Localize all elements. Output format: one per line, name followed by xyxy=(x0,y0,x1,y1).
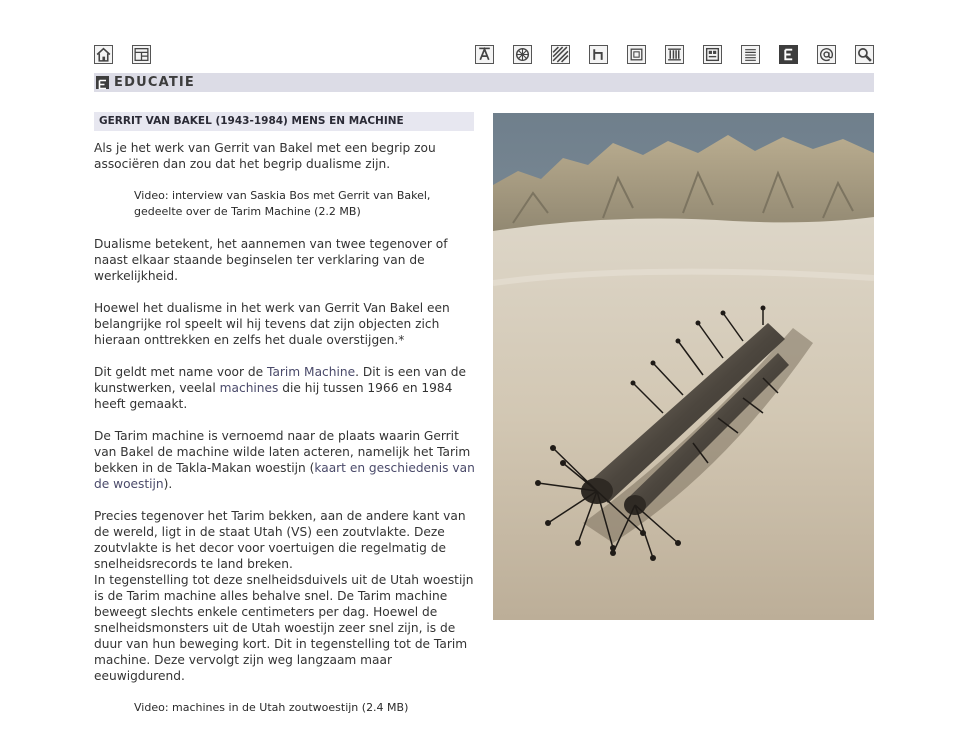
paragraph-tarim-machine xyxy=(94,364,476,412)
text: Dit geldt met name voor de xyxy=(94,365,268,379)
h-icon[interactable] xyxy=(589,45,608,64)
tarim-machine-link[interactable]: Tarim Machine xyxy=(267,365,356,379)
tarim-machine-photo xyxy=(493,113,874,620)
list-icon[interactable] xyxy=(741,45,760,64)
intro-paragraph: Als je het werk van Gerrit van Bakel met een begrip zou associëren dan zou dat het begrip dualisme zijn. xyxy=(94,141,436,171)
index-icon[interactable] xyxy=(627,45,646,64)
machines-link[interactable]: machines xyxy=(219,381,279,395)
text: die hij tussen 1966 en 1984 heeft gemaakt. xyxy=(94,381,453,411)
window-icon[interactable] xyxy=(703,45,722,64)
paragraph-utah xyxy=(94,508,476,684)
section-header-bar xyxy=(94,73,874,92)
sitemap-icon[interactable] xyxy=(132,45,151,64)
paragraph-dualisme-rol: Hoewel het dualisme in het werk van Gerrit Van Bakel een belangrijke rol speelt wil hij tevens dat zijn objecten zich hieraan onttrekken en zelfs het duale overstijgen.* xyxy=(94,301,450,347)
wheel-icon[interactable] xyxy=(513,45,532,64)
video-link-utah[interactable]: Video: machines in de Utah zoutwoestijn (2.4 MB) xyxy=(134,701,409,714)
text: Precies tegenover het Tarim bekken, aan de andere kant van de wereld, ligt in de staat Utah (VS) een zoutvlakte. Deze zoutvlakte is het decor voor voertuigen die regelmatig de snelheidsrecords te land breken. xyxy=(94,509,466,571)
search-icon[interactable] xyxy=(855,45,874,64)
video-link-interview[interactable]: Video: interview van Saskia Bos met Gerrit van Bakel, gedeelte over de Tarim Machine (2.2 MB) xyxy=(134,189,431,218)
educatie-icon[interactable] xyxy=(779,45,798,64)
paragraph-tarim-bekken xyxy=(94,428,476,492)
e-icon xyxy=(96,76,109,89)
columns-icon[interactable] xyxy=(665,45,684,64)
text: ). xyxy=(163,477,173,491)
article-heading: GERRIT VAN BAKEL (1943-1984) MENS EN MACHINE xyxy=(94,112,474,131)
article-body xyxy=(94,140,476,732)
text: . Dit is een van de kunstwerken, veelal xyxy=(94,365,466,395)
paragraph-dualisme: Dualisme betekent, het aannemen van twee tegenover of naast elkaar staande beginselen ter verklaring van de werkelijkheid. xyxy=(94,237,448,283)
section-title: EDUCATIE xyxy=(114,75,196,90)
text: In tegenstelling tot deze snelheidsduivels uit de Utah woestijn is de Tarim machine alles behalve snel. De Tarim machine beweegt slechts enkele centimeters per dag. Hoewel de snelheidsmonsters uit de Utah woestijn zeer snel zijn, is de duur van hun beweging kort. Dit in tegenstelling tot de Tarim machine. Deze vervolgt zijn weg langzaam maar eeuwigdurend. xyxy=(94,573,474,683)
text: De Tarim machine is vernoemd naar de plaats waarin Gerrit van Bakel de machine wilde laten acteren, namelijk het Tarim bekken in de Takla-Makan woestijn ( xyxy=(94,429,471,475)
anniversary-icon[interactable] xyxy=(475,45,494,64)
email-icon[interactable] xyxy=(817,45,836,64)
stripes-icon[interactable] xyxy=(551,45,570,64)
home-icon[interactable] xyxy=(94,45,113,64)
kaart-geschiedenis-link[interactable]: kaart en geschiedenis van de woestijn xyxy=(94,461,475,491)
